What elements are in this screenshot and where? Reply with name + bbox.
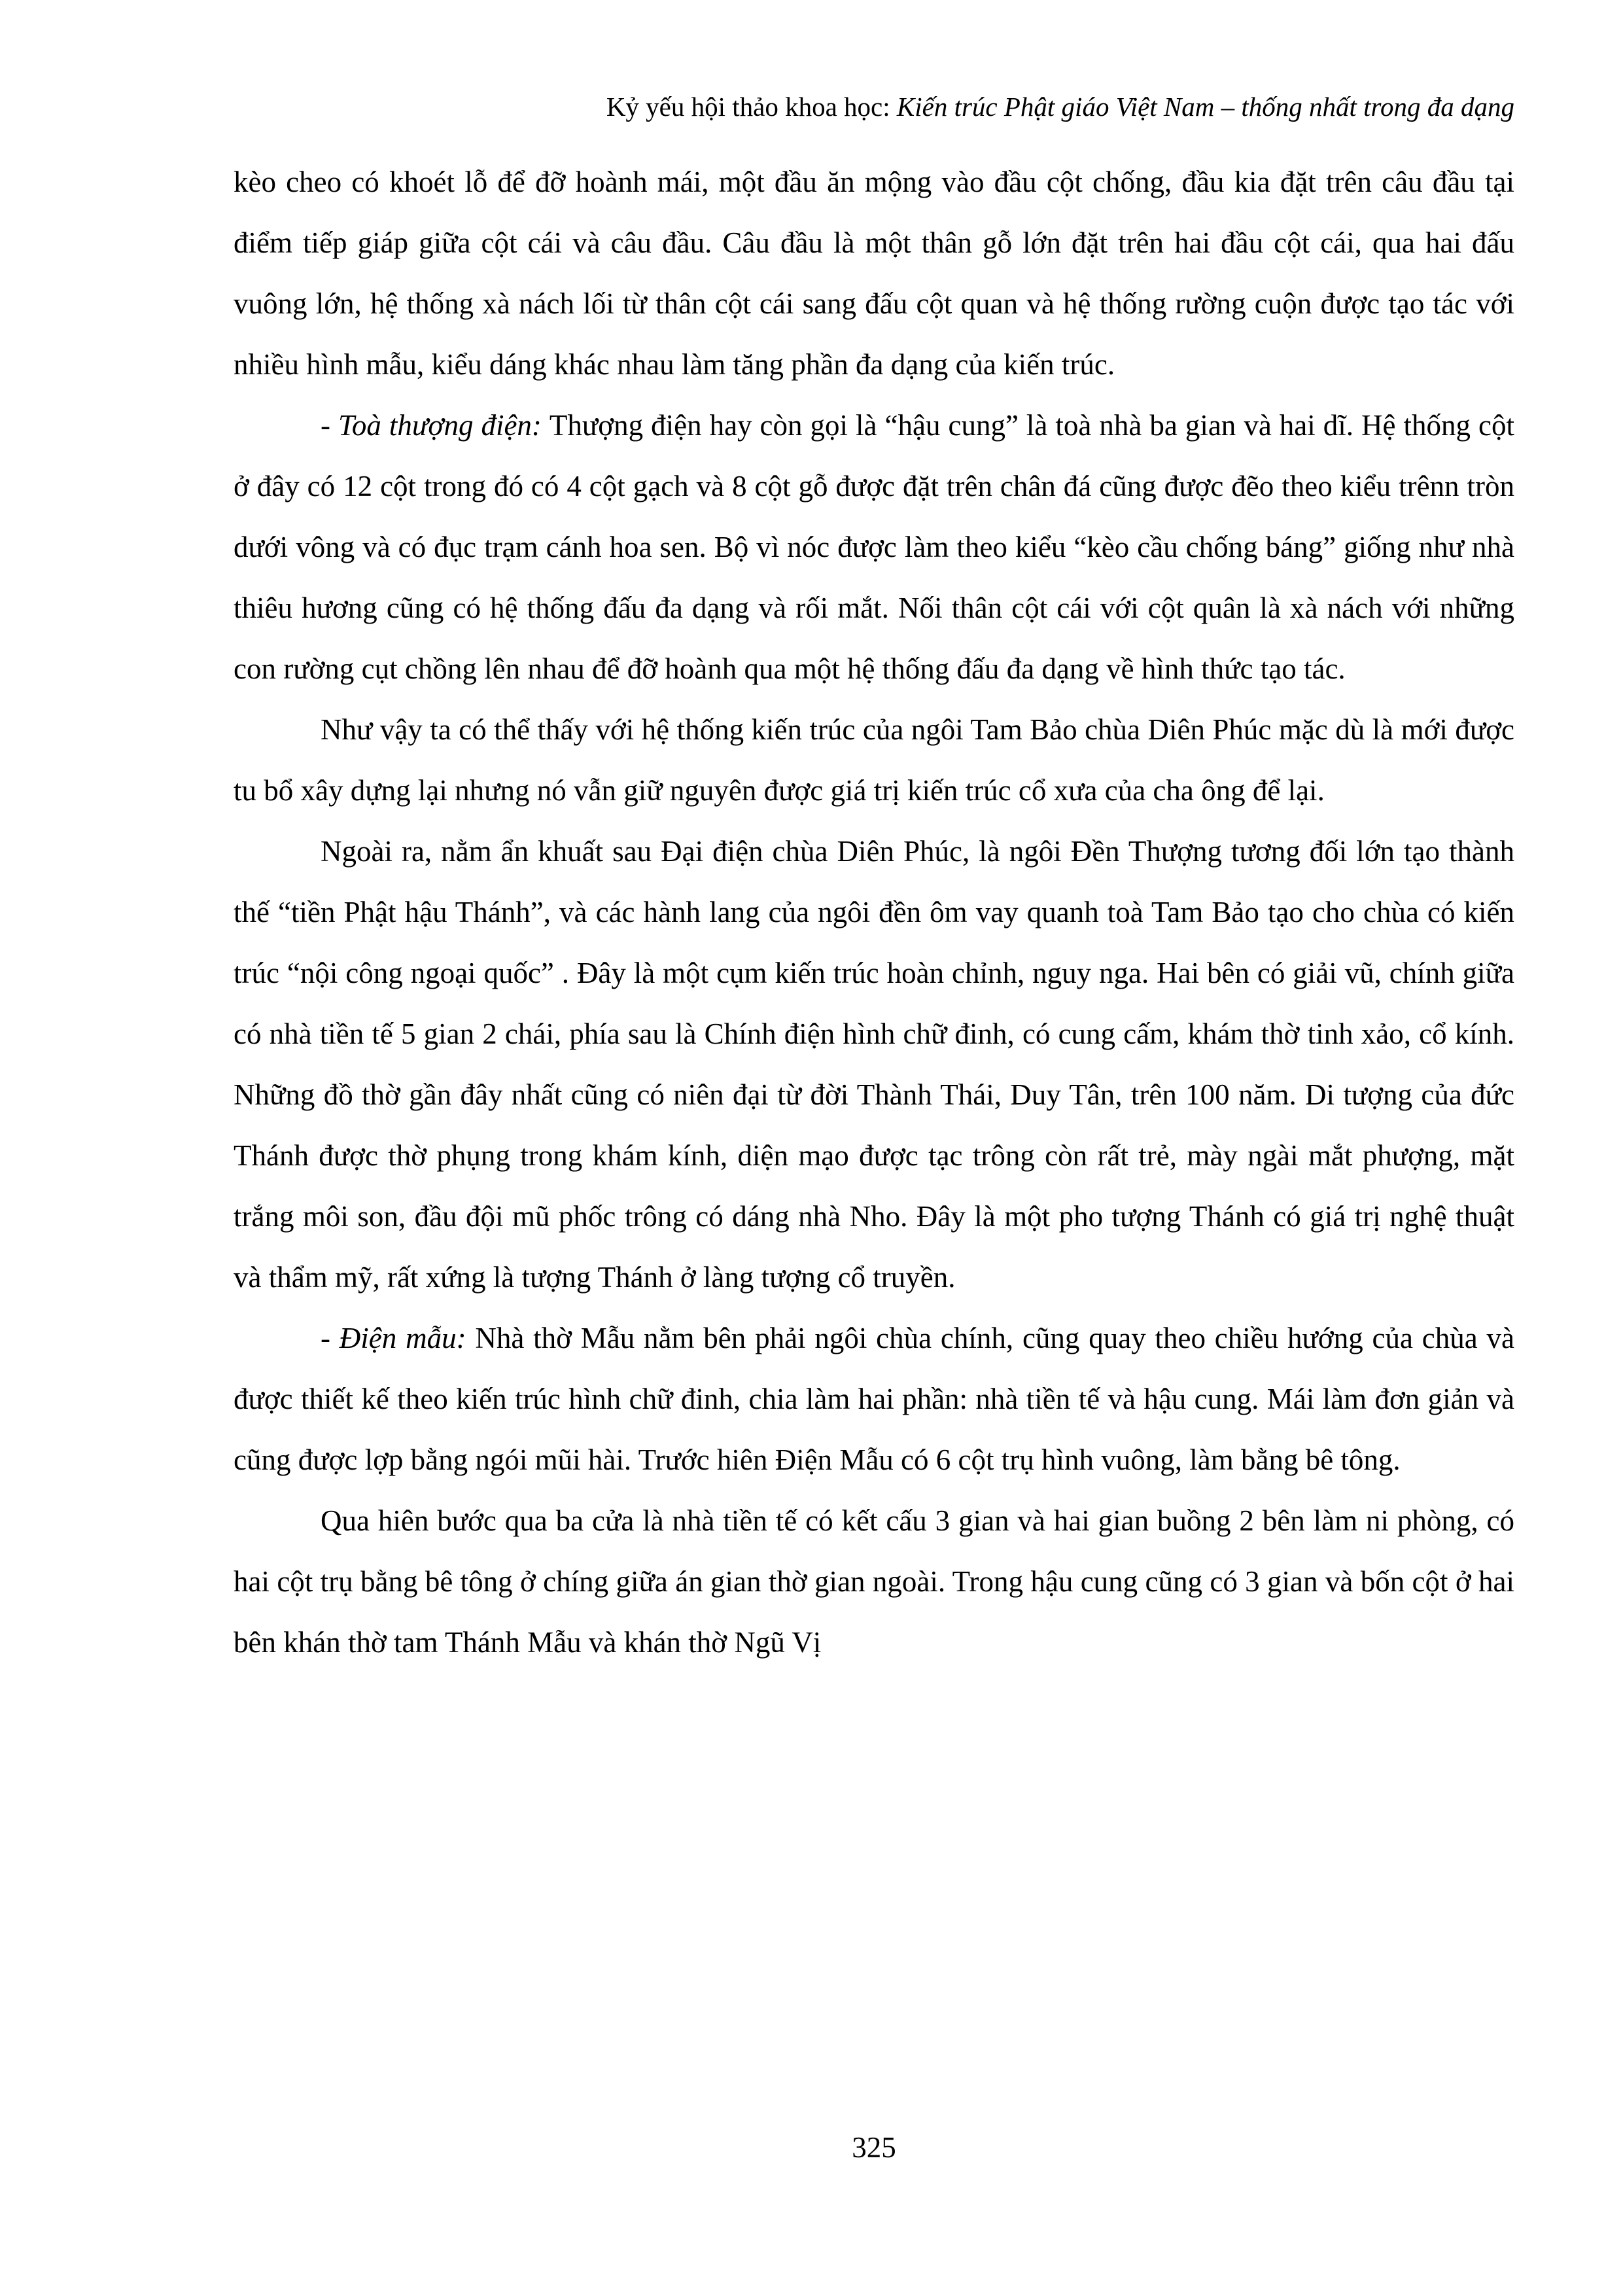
paragraph [234, 821, 1514, 1308]
paragraph-text: Nhà thờ Mẫu nằm bên phải ngôi chùa chính, cũng quay theo chiều hướng của chùa và được thiết kế theo kiến trúc hình chữ đinh, chia làm hai phần: nhà tiền tế và hậu cung. Mái làm đơn giản và cũng được lợp bằng ngói mũi hài. Trước hiên Điện Mẫu có 6 cột trụ hình vuông, làm bằng bê tông. [234, 1322, 1514, 1476]
running-header [234, 90, 1514, 123]
running-header-prefix: Kỷ yếu hội thảo khoa học: [606, 92, 897, 122]
paragraph-text: kèo cheo có khoét lỗ để đỡ hoành mái, một đầu ăn mộng vào đầu cột chống, đầu kia đặt trên câu đầu tại điểm tiếp giáp giữa cột cái và câu đầu. Câu đầu là một thân gỗ lớn đặt trên hai đầu cột cái, qua hai đấu vuông lớn, hệ thống xà nách lối từ thân cột cái sang đấu cột quan và hệ thống rường cuộn được tạo tác với nhiều hình mẫu, kiểu dáng khác nhau làm tăng phần đa dạng của kiến trúc. [234, 166, 1514, 381]
paragraph [234, 395, 1514, 699]
paragraph-lead: - Điện mẫu: [321, 1322, 476, 1354]
paragraph-text: Như vậy ta có thể thấy với hệ thống kiến trúc của ngôi Tam Bảo chùa Diên Phúc mặc dù là mới được tu bổ xây dựng lại nhưng nó vẫn giữ nguyên được giá trị kiến trúc cổ xưa của cha ông để lại. [234, 713, 1514, 807]
running-header-title: Kiến trúc Phật giáo Việt Nam – thống nhất trong đa dạng [896, 92, 1514, 122]
paragraph [234, 152, 1514, 395]
paragraph-text: Qua hiên bước qua ba cửa là nhà tiền tế có kết cấu 3 gian và hai gian buồng 2 bên làm ni phòng, có hai cột trụ bằng bê tông ở chíng giữa án gian thờ gian ngoài. Trong hậu cung cũng có 3 gian và bốn cột ở hai bên khán thờ tam Thánh Mẫu và khán thờ Ngũ Vị [234, 1504, 1514, 1659]
paragraph [234, 1491, 1514, 1673]
body-text [234, 152, 1514, 1673]
page-number: 325 [852, 2131, 896, 2164]
paragraph-text: Ngoài ra, nằm ẩn khuất sau Đại điện chùa Diên Phúc, là ngôi Đền Thượng tương đối lớn tạo thành thế “tiền Phật hậu Thánh”, và các hành lang của ngôi đền ôm vay quanh toà Tam Bảo tạo cho chùa có kiến trúc “nội công ngoại quốc” . Đây là một cụm kiến trúc hoàn chỉnh, nguy nga. Hai bên có giải vũ, chính giữa có nhà tiền tế 5 gian 2 chái, phía sau là Chính điện hình chữ đinh, có cung cấm, khám thờ tinh xảo, cổ kính. Những đồ thờ gần đây nhất cũng có niên đại từ đời Thành Thái, Duy Tân, trên 100 năm. Di tượng của đức Thánh được thờ phụng trong khám kính, diện mạo được tạc trông còn rất trẻ, mày ngài mắt phượng, mặt trắng môi son, đầu đội mũ phốc trông có dáng nhà Nho. Đây là một pho tượng Thánh có giá trị nghệ thuật và thẩm mỹ, rất xứng là tượng Thánh ở làng tượng cổ truyền. [234, 835, 1514, 1294]
paragraph [234, 699, 1514, 821]
paragraph-lead: - Toà thượng điện: [321, 409, 550, 442]
paragraph-text: Thượng điện hay còn gọi là “hậu cung” là toà nhà ba gian và hai dĩ. Hệ thống cột ở đây có 12 cột trong đó có 4 cột gạch và 8 cột gỗ được đặt trên chân đá cũng được đẽo theo kiểu trênn tròn dưới vông và có đục trạm cánh hoa sen. Bộ vì nóc được làm theo kiểu “kèo cầu chống báng” giống như nhà thiêu hương cũng có hệ thống đấu đa dạng và rối mắt. Nối thân cột cái với cột quân là xà nách với những con rường cụt chồng lên nhau để đỡ hoành qua một hệ thống đấu đa dạng về hình thức tạo tác. [234, 409, 1514, 685]
paragraph [234, 1308, 1514, 1491]
